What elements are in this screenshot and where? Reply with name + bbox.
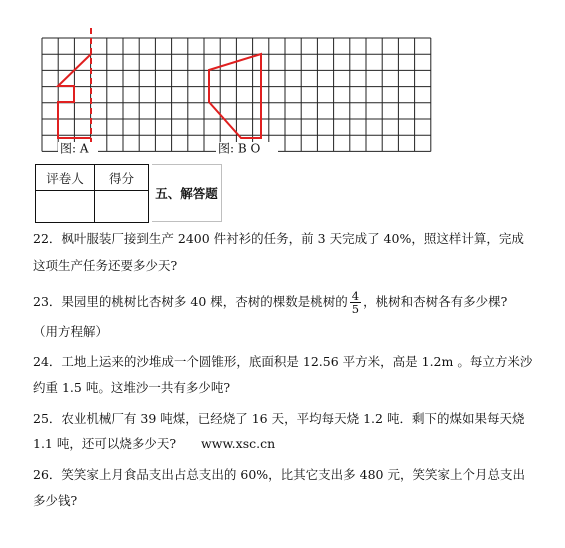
fraction-4-5	[350, 290, 361, 315]
section-title: 五、解答题	[155, 186, 218, 201]
shape-b-outline	[209, 54, 261, 138]
score-header: 得分	[95, 165, 149, 191]
figure-a-label: 图: A	[60, 141, 89, 156]
question-24-line-2: 约重 1.5 吨。这堆沙一共有多少吨?	[33, 380, 231, 395]
grader-cell[interactable]	[36, 191, 95, 223]
question-22-line-1: 22．枫叶服装厂接到生产 2400 件衬衫的任务，前 3 天完成了 40%，照这样计算，完成	[33, 231, 524, 246]
question-26-line-2: 多少钱?	[33, 493, 78, 508]
question-25-line-1: 25．农业机械厂有 39 吨煤，已经烧了 16 天，平均每天烧 1.2 吨．剩下的煤如果每天烧	[33, 411, 525, 426]
question-23-text-before: 23．果园里的桃树比杏树多 40 棵，杏树的棵数是桃树的	[33, 294, 348, 309]
question-24-line-1: 24．工地上运来的沙堆成一个圆锥形，底面积是 12.56 平方米，高是 1.2m 。每立方米沙	[33, 354, 533, 369]
question-23-line-2: （用方程解）	[33, 324, 109, 339]
question-25-line-2: 1.1 吨，还可以烧多少天? www.xsc.cn	[33, 436, 276, 451]
question-23-line-1	[33, 290, 507, 315]
question-26-line-1: 26．笑笑家上月食品支出占总支出的 60%，比其它支出多 480 元，笑笑家上个月总支出	[33, 467, 525, 482]
score-table	[35, 164, 149, 223]
grader-header: 评卷人	[36, 165, 95, 191]
figure-b-label: 图: B O	[218, 141, 261, 156]
question-22-line-2: 这项生产任务还要多少天?	[33, 258, 178, 273]
grid-figure	[0, 0, 440, 166]
fraction-denominator: 5	[351, 302, 360, 316]
fraction-numerator: 4	[351, 289, 360, 303]
section-title-box	[152, 164, 222, 222]
question-23-text-after: ，桃树和杏树各有多少棵?	[363, 294, 508, 309]
score-cell[interactable]	[95, 191, 149, 223]
